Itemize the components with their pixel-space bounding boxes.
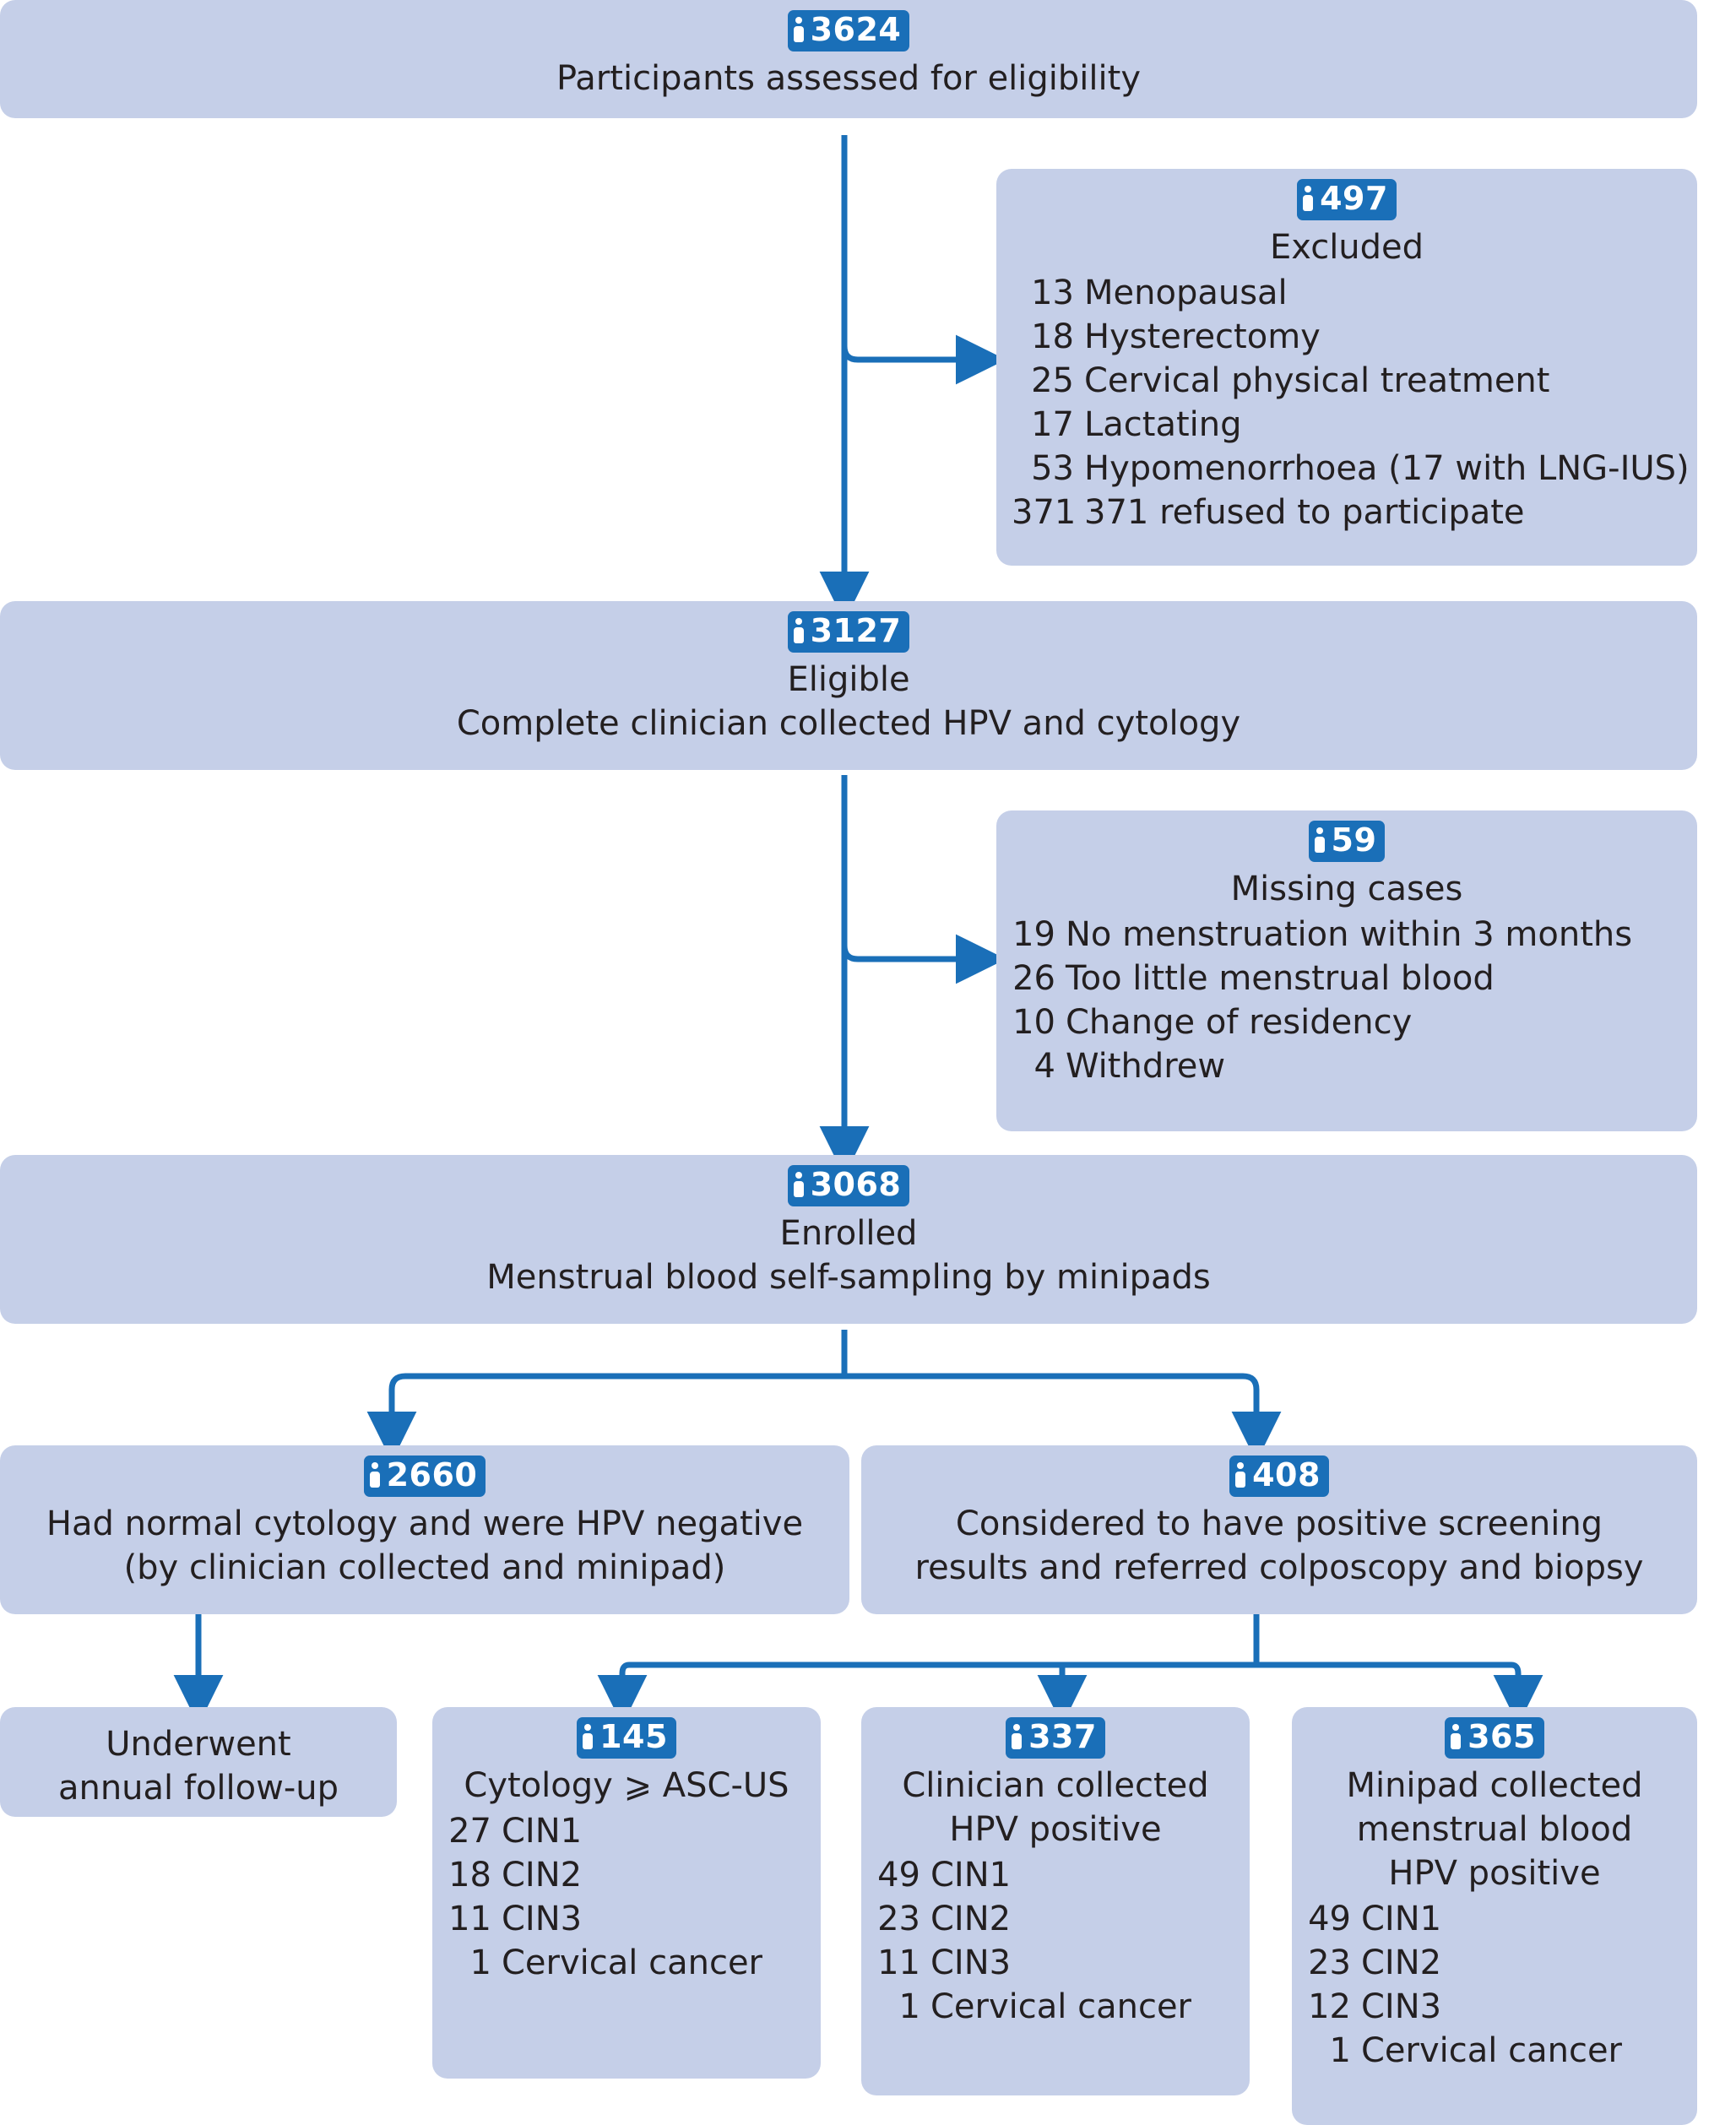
- node-minipad-line3: HPV positive: [1388, 1854, 1601, 1894]
- list-item: 49 CIN1: [877, 1856, 1012, 1895]
- person-icon: [793, 15, 805, 44]
- node-missing-title: Missing cases: [1230, 870, 1463, 909]
- node-cytology-items: [448, 1809, 806, 1985]
- node-excluded-items: [1012, 271, 1690, 534]
- node-cytology-title: Cytology ⩾ ASC-US: [464, 1766, 789, 1806]
- list-item: 1 Cervical cancer: [1329, 2031, 1623, 2071]
- node-missing: [996, 810, 1697, 1131]
- node-minipad: [1292, 1707, 1697, 2125]
- list-item: 10 Change of residency: [1012, 1003, 1413, 1043]
- person-icon: [1011, 1722, 1023, 1751]
- list-item: 27 CIN1: [448, 1812, 583, 1851]
- node-eligible-title: Eligible: [787, 660, 910, 700]
- node-positive: [861, 1445, 1697, 1614]
- node-minipad-line1: Minipad collected: [1346, 1766, 1643, 1806]
- badge-cytology: 145: [448, 1717, 806, 1762]
- node-negative-line2: (by clinician collected and minipad): [123, 1548, 726, 1588]
- node-excluded: [996, 169, 1697, 566]
- badge-clinician: 337: [876, 1717, 1234, 1762]
- node-clinician-items: [876, 1853, 1234, 2029]
- node-excluded-title: Excluded: [1269, 228, 1424, 268]
- node-negative: [0, 1445, 849, 1614]
- node-minipad-line2: menstrual blood: [1356, 1810, 1633, 1850]
- list-item: 11 CIN3: [448, 1900, 583, 1939]
- badge-negative: 2660: [15, 1456, 834, 1500]
- list-item: 23 CIN2: [877, 1900, 1012, 1939]
- node-minipad-items: [1307, 1897, 1682, 2073]
- list-item: 25 Cervical physical treatment: [1031, 361, 1550, 401]
- person-icon: [1314, 826, 1326, 854]
- badge-assessed: 3624: [15, 10, 1682, 55]
- node-positive-line2: results and referred colposcopy and biopsy: [914, 1548, 1644, 1588]
- list-item: 13 Menopausal: [1031, 274, 1288, 313]
- node-followup: [0, 1707, 397, 1817]
- person-icon: [1302, 184, 1314, 213]
- badge-eligible: 3127: [15, 611, 1682, 656]
- person-icon: [1450, 1722, 1462, 1751]
- list-item: 371 371 refused to participate: [1012, 493, 1525, 533]
- node-followup-line1: Underwent: [106, 1725, 291, 1764]
- list-item: 49 CIN1: [1308, 1900, 1442, 1939]
- list-item: 26 Too little menstrual blood: [1012, 959, 1495, 999]
- node-eligible-subtitle: Complete clinician collected HPV and cytology: [456, 704, 1241, 744]
- list-item: 1 Cervical cancer: [469, 1943, 763, 1983]
- list-item: 53 Hypomenorrhoea (17 with LNG-IUS): [1031, 449, 1690, 489]
- node-cytology: [432, 1707, 821, 2079]
- node-enrolled: [0, 1155, 1697, 1324]
- list-item: 23 CIN2: [1308, 1943, 1442, 1983]
- list-item: 11 CIN3: [877, 1943, 1012, 1983]
- person-icon: [793, 616, 805, 645]
- node-positive-line1: Considered to have positive screening: [955, 1504, 1603, 1544]
- node-clinician: [861, 1707, 1250, 2095]
- badge-minipad: 365: [1307, 1717, 1682, 1762]
- node-assessed: [0, 0, 1697, 118]
- node-enrolled-title: Enrolled: [779, 1214, 918, 1254]
- list-item: 12 CIN3: [1308, 1987, 1442, 2027]
- node-enrolled-subtitle: Menstrual blood self-sampling by minipads: [486, 1258, 1211, 1298]
- node-eligible: [0, 601, 1697, 770]
- badge-enrolled: 3068: [15, 1165, 1682, 1210]
- person-icon: [369, 1461, 381, 1489]
- list-item: 1 Cervical cancer: [898, 1987, 1192, 2027]
- list-item: 18 Hysterectomy: [1031, 317, 1321, 357]
- node-missing-items: [1012, 913, 1682, 1088]
- badge-positive: 408: [876, 1456, 1682, 1500]
- node-clinician-line1: Clinician collected: [902, 1766, 1209, 1806]
- badge-missing: 59: [1012, 821, 1682, 865]
- list-item: 17 Lactating: [1031, 405, 1242, 445]
- badge-excluded: 497: [1012, 179, 1682, 224]
- node-followup-line2: annual follow-up: [57, 1769, 339, 1808]
- node-clinician-line2: HPV positive: [949, 1810, 1162, 1850]
- node-assessed-title: Participants assessed for eligibility: [556, 59, 1141, 99]
- list-item: 19 No menstruation within 3 months: [1012, 915, 1633, 955]
- person-icon: [582, 1722, 594, 1751]
- person-icon: [1234, 1461, 1246, 1489]
- list-item: 18 CIN2: [448, 1856, 583, 1895]
- list-item: 4 Withdrew: [1033, 1047, 1226, 1087]
- person-icon: [793, 1170, 805, 1199]
- node-negative-line1: Had normal cytology and were HPV negative: [46, 1504, 804, 1544]
